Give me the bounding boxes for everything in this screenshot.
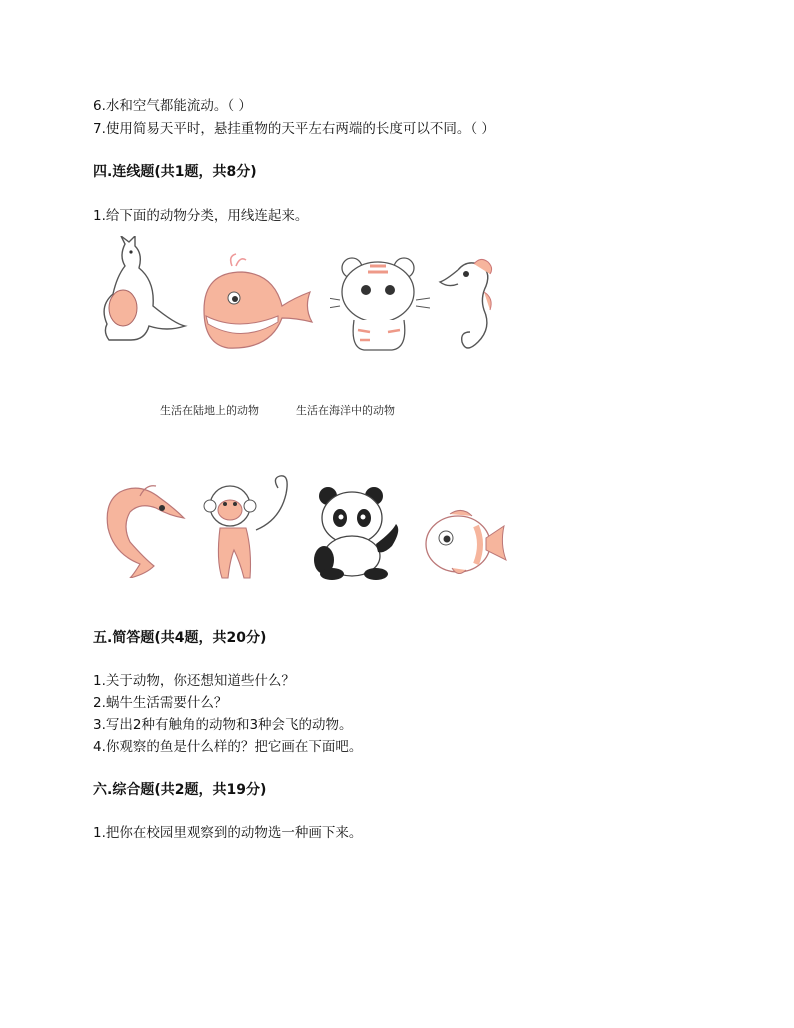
label-land-animals: 生活在陆地上的动物 [160,404,259,417]
whale-illustration [198,252,316,352]
panda-illustration [312,484,404,580]
question-7: 7.使用简易天平时，悬挂重物的天平左右两端的长度可以不同。（ ） [93,121,495,137]
section-heading-4: 四.连线题(共1题，共8分) [93,164,257,180]
seahorse-illustration [436,258,500,358]
fish-illustration [422,508,508,578]
section5-question-1: 1.关于动物，你还想知道些什么？ [93,673,295,689]
section5-question-4: 4.你观察的鱼是什么样的？把它画在下面吧。 [93,739,363,755]
dolphin-illustration [100,478,190,578]
section-heading-6: 六.综合题(共2题，共19分) [93,782,267,798]
question-6: 6.水和空气都能流动。（ ） [93,98,252,114]
monkey-illustration [200,470,300,582]
section4-question-1: 1.给下面的动物分类，用线连起来。 [93,208,309,224]
label-sea-animals: 生活在海洋中的动物 [296,404,395,417]
section-heading-5: 五.简答题(共4题，共20分) [93,630,267,646]
kangaroo-illustration [95,236,190,346]
section5-question-2: 2.蜗牛生活需要什么？ [93,695,228,711]
section6-question-1: 1.把你在校园里观察到的动物选一种画下来。 [93,825,363,841]
section5-question-3: 3.写出2种有触角的动物和3种会飞的动物。 [93,717,353,733]
tiger-illustration [330,252,430,354]
